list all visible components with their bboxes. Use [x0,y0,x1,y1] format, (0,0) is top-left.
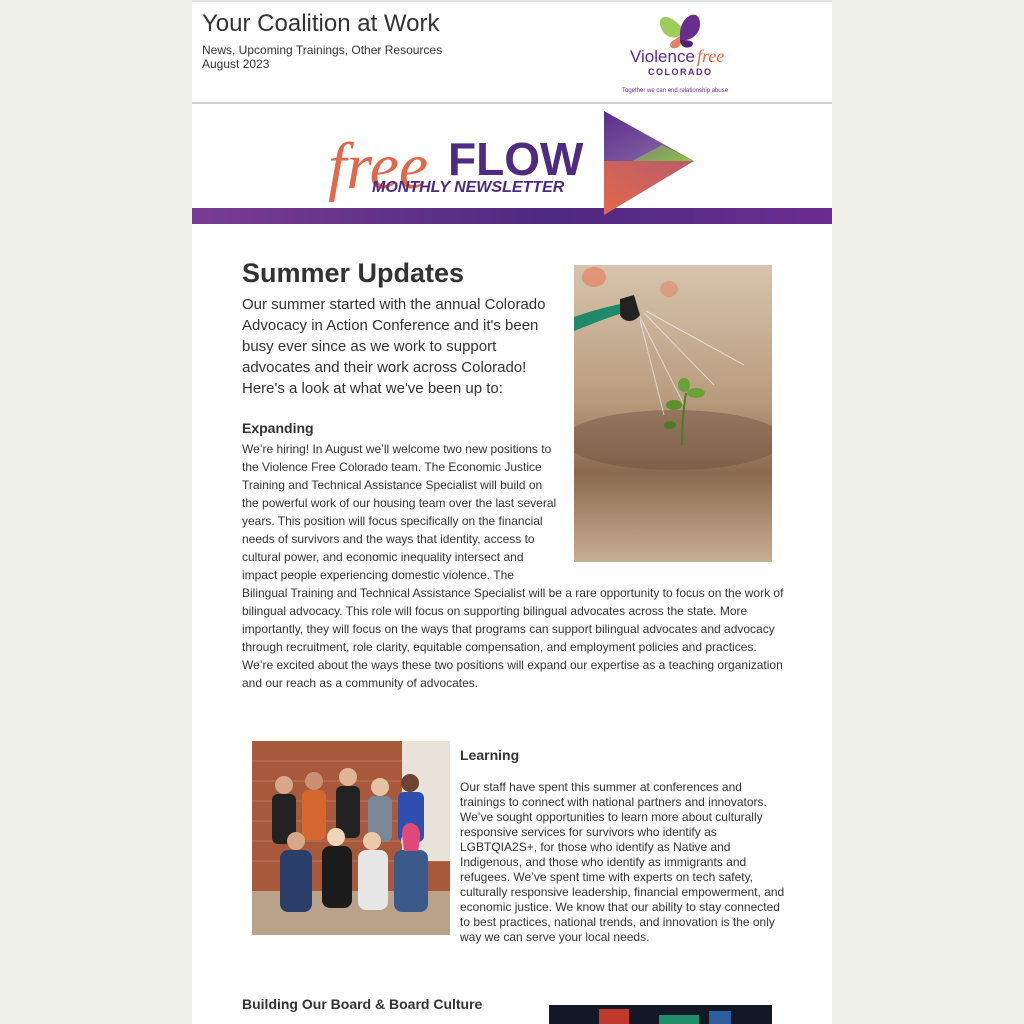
butterfly-icon [660,15,700,49]
logo-word-violence: Violence [630,47,695,66]
expanding-section [242,420,784,692]
play-arrow-icon [604,111,694,215]
header-subtitle: News, Upcoming Trainings, Other Resources [202,43,443,57]
banner-script-word: free [328,130,429,203]
board-heading: Building Our Board & Board Culture [242,996,483,1012]
banner-purple-bar [192,208,832,224]
section-title-summer-updates: Summer Updates [242,258,465,288]
board-image [549,1005,772,1024]
freeflow-banner [192,105,832,225]
header-date: August 2023 [202,57,270,71]
newsletter-page [192,0,832,1024]
header-subtitle-block [202,43,442,71]
staff-group-photo [252,741,450,935]
top-border [192,0,832,2]
banner-bold-word: FLOW [448,133,584,185]
expanding-heading: Expanding [242,420,314,436]
header-title: Your Coalition at Work [202,10,440,37]
logo-word-colorado: COLORADO [648,67,713,77]
staff-group-image [252,741,450,935]
header-divider [192,102,832,104]
violence-free-colorado-logo[interactable] [620,10,746,96]
logo-tagline: Together we can end relationship abuse [622,88,729,94]
banner-subtitle: MONTHLY NEWSLETTER [372,179,565,196]
learning-body: Our staff have spent this summer at conferences and trainings to connect with national partners and innovators. We’ve sought opportunities to learn more about culturally responsive services for survivors who identify as LGBTQIA2S+, for those who identify as Native and Indigenous, and those who identify as immigrants and refugees. We’ve spent time with experts on tech safety, culturally responsive leadership, financial empowerment, and economic justice. We know that our ability to stay connected to best practices, national trends, and innovation is the only way we can serve your local needs. [460,780,785,944]
expanding-body: We’re hiring! In August we’ll welcome two new positions to the Violence Free Colorado team. The Economic Justice Training and Technical Assistance Specialist will build on the powerful work of our housing team over the last several years. This position will focus specifically on the financial needs of survivors and the ways that identity, access to cultural power, and economic inequality intersect and impact people experiencing domestic violence. The Bilingual Training and Technical Assistance Specialist will be a rare opportunity to focus on the work of bilingual advocacy. This role will focus on supporting bilingual advocates across the state. More importantly, they will focus on the ways that programs can support bilingual advocates and advocacy through recruitment, role clarity, equitable compensation, and employment policies and practices. We’re excited about the ways these two positions will expand our expertise as a teaching organization and our reach as a community of advocates. [242,442,784,690]
logo-word-free: free [697,46,725,66]
learning-heading: Learning [460,747,520,763]
summer-updates-intro: Our summer started with the annual Colorado Advocacy in Action Conference and it's been busy ever since as we work to support advocates and their work across Colorado! Here's a look at what we've been up to: [242,296,546,397]
board-photo [549,1005,772,1024]
